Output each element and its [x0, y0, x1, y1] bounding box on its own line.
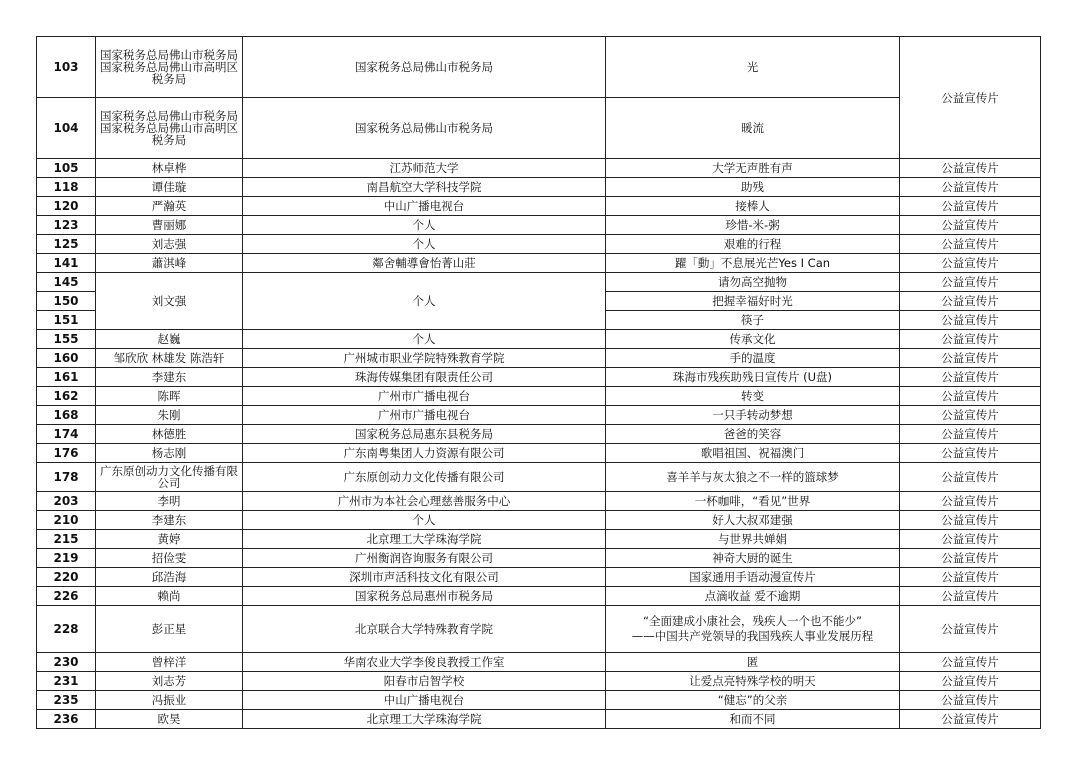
row-number: 161	[37, 368, 96, 387]
title-cell: 转变	[606, 387, 900, 406]
row-number: 236	[37, 710, 96, 729]
category-cell: 公益宣传片	[900, 273, 1041, 292]
table-row	[37, 425, 1041, 444]
title-cell: 躍「動」不息展光芒Yes I Can	[606, 254, 900, 273]
row-number: 105	[37, 159, 96, 178]
category-cell: 公益宣传片	[900, 463, 1041, 492]
row-number: 141	[37, 254, 96, 273]
row-number: 176	[37, 444, 96, 463]
works-table	[36, 36, 1041, 729]
title-cell: 接棒人	[606, 197, 900, 216]
org-cell: 个人	[243, 216, 606, 235]
row-number: 178	[37, 463, 96, 492]
author-cell: 李建东	[96, 368, 243, 387]
category-cell: 公益宣传片	[900, 197, 1041, 216]
org-cell: 鄰舍輔導會怡菁山莊	[243, 254, 606, 273]
category-cell: 公益宣传片	[900, 235, 1041, 254]
category-cell: 公益宣传片	[900, 492, 1041, 511]
org-cell: 江苏师范大学	[243, 159, 606, 178]
category-cell: 公益宣传片	[900, 530, 1041, 549]
row-number: 220	[37, 568, 96, 587]
row-number: 230	[37, 653, 96, 672]
org-cell: 个人	[243, 330, 606, 349]
category-cell: 公益宣传片	[900, 216, 1041, 235]
org-cell: 北京联合大学特殊教育学院	[243, 606, 606, 653]
author-cell: 刘志强	[96, 235, 243, 254]
category-cell: 公益宣传片	[900, 330, 1041, 349]
table-row	[37, 254, 1041, 273]
author-cell: 刘志芳	[96, 672, 243, 691]
table-row	[37, 387, 1041, 406]
title-cell: 歌唱祖国、祝福澳门	[606, 444, 900, 463]
org-cell: 深圳市声活科技文化有限公司	[243, 568, 606, 587]
category-cell: 公益宣传片	[900, 368, 1041, 387]
org-cell: 华南农业大学李俊良教授工作室	[243, 653, 606, 672]
table-row	[37, 216, 1041, 235]
row-number: 125	[37, 235, 96, 254]
table-row	[37, 653, 1041, 672]
title-cell: 爸爸的笑容	[606, 425, 900, 444]
author-cell: 赵巍	[96, 330, 243, 349]
author-cell: 赖尚	[96, 587, 243, 606]
category-cell: 公益宣传片	[900, 37, 1041, 159]
table-row	[37, 710, 1041, 729]
title-cell: 请勿高空抛物	[606, 273, 900, 292]
row-number: 235	[37, 691, 96, 710]
author-cell: 谭佳璇	[96, 178, 243, 197]
table-row	[37, 349, 1041, 368]
org-cell: 个人	[243, 235, 606, 254]
org-cell: 北京理工大学珠海学院	[243, 710, 606, 729]
title-cell: 一杯咖啡，“看见”世界	[606, 492, 900, 511]
table-row	[37, 273, 1041, 292]
title-cell: 国家通用手语动漫宣传片	[606, 568, 900, 587]
row-number: 231	[37, 672, 96, 691]
category-cell: 公益宣传片	[900, 311, 1041, 330]
author-cell: 邱浩海	[96, 568, 243, 587]
author-cell: 严瀚英	[96, 197, 243, 216]
table-row	[37, 511, 1041, 530]
row-number: 151	[37, 311, 96, 330]
table-row	[37, 444, 1041, 463]
category-cell: 公益宣传片	[900, 349, 1041, 368]
org-cell: 国家税务总局惠州市税务局	[243, 587, 606, 606]
org-cell: 国家税务总局佛山市税务局	[243, 98, 606, 159]
row-number: 168	[37, 406, 96, 425]
org-cell: 广州衡润咨询服务有限公司	[243, 549, 606, 568]
table-row	[37, 159, 1041, 178]
title-cell: 筷子	[606, 311, 900, 330]
table-row	[37, 235, 1041, 254]
row-number: 162	[37, 387, 96, 406]
author-cell: 国家税务总局佛山市税务局 国家税务总局佛山市高明区税务局	[96, 98, 243, 159]
category-cell: 公益宣传片	[900, 406, 1041, 425]
title-cell: 匿	[606, 653, 900, 672]
row-number: 203	[37, 492, 96, 511]
org-cell: 个人	[243, 511, 606, 530]
title-cell: “健忘”的父亲	[606, 691, 900, 710]
org-cell: 南昌航空大学科技学院	[243, 178, 606, 197]
author-cell: 李建东	[96, 511, 243, 530]
author-cell: 国家税务总局佛山市税务局 国家税务总局佛山市高明区税务局	[96, 37, 243, 98]
org-cell: 广东原创动力文化传播有限公司	[243, 463, 606, 492]
org-cell: 广东南粤集团人力资源有限公司	[243, 444, 606, 463]
title-cell: 喜羊羊与灰太狼之不一样的篮球梦	[606, 463, 900, 492]
org-cell: 广州城市职业学院特殊教育学院	[243, 349, 606, 368]
org-cell: 广州市为本社会心理慈善服务中心	[243, 492, 606, 511]
org-cell: 个人	[243, 273, 606, 330]
org-cell: 珠海传媒集团有限责任公司	[243, 368, 606, 387]
row-number: 228	[37, 606, 96, 653]
author-cell: 曾梓洋	[96, 653, 243, 672]
title-cell: 传承文化	[606, 330, 900, 349]
table-row	[37, 178, 1041, 197]
title-cell: 让爱点亮特殊学校的明天	[606, 672, 900, 691]
author-cell: 欧昊	[96, 710, 243, 729]
row-number: 226	[37, 587, 96, 606]
author-cell: 杨志刚	[96, 444, 243, 463]
title-cell: 好人大叔邓建强	[606, 511, 900, 530]
author-cell: 曹丽娜	[96, 216, 243, 235]
author-cell: 刘文强	[96, 273, 243, 330]
author-cell: 陈晖	[96, 387, 243, 406]
category-cell: 公益宣传片	[900, 568, 1041, 587]
org-cell: 广州市广播电视台	[243, 406, 606, 425]
category-cell: 公益宣传片	[900, 178, 1041, 197]
category-cell: 公益宣传片	[900, 606, 1041, 653]
title-cell: 与世界共婵娟	[606, 530, 900, 549]
org-cell: 中山广播电视台	[243, 691, 606, 710]
row-number: 219	[37, 549, 96, 568]
row-number: 155	[37, 330, 96, 349]
category-cell: 公益宣传片	[900, 292, 1041, 311]
author-cell: 彭正星	[96, 606, 243, 653]
author-cell: 林德胜	[96, 425, 243, 444]
org-cell: 国家税务总局惠东县税务局	[243, 425, 606, 444]
category-cell: 公益宣传片	[900, 159, 1041, 178]
row-number: 145	[37, 273, 96, 292]
category-cell: 公益宣传片	[900, 587, 1041, 606]
author-cell: 朱刚	[96, 406, 243, 425]
table-row	[37, 492, 1041, 511]
title-cell: 大学无声胜有声	[606, 159, 900, 178]
table-row	[37, 568, 1041, 587]
row-number: 123	[37, 216, 96, 235]
title-cell: 暖流	[606, 98, 900, 159]
table-row	[37, 672, 1041, 691]
title-cell: 和而不同	[606, 710, 900, 729]
title-cell: 手的温度	[606, 349, 900, 368]
row-number: 150	[37, 292, 96, 311]
table-row	[37, 37, 1041, 98]
title-cell: 艰难的行程	[606, 235, 900, 254]
org-cell: 广州市广播电视台	[243, 387, 606, 406]
title-cell: 珠海市残疾助残日宣传片 (U盘)	[606, 368, 900, 387]
table-row	[37, 368, 1041, 387]
title-cell: 把握幸福好时光	[606, 292, 900, 311]
table-row	[37, 587, 1041, 606]
row-number: 118	[37, 178, 96, 197]
category-cell: 公益宣传片	[900, 387, 1041, 406]
table-row	[37, 330, 1041, 349]
row-number: 160	[37, 349, 96, 368]
table-row	[37, 197, 1041, 216]
table-row	[37, 463, 1041, 492]
title-cell: 光	[606, 37, 900, 98]
row-number: 103	[37, 37, 96, 98]
category-cell: 公益宣传片	[900, 653, 1041, 672]
category-cell: 公益宣传片	[900, 691, 1041, 710]
author-cell: 李明	[96, 492, 243, 511]
row-number: 120	[37, 197, 96, 216]
org-cell: 国家税务总局佛山市税务局	[243, 37, 606, 98]
table-row	[37, 691, 1041, 710]
title-cell: 助残	[606, 178, 900, 197]
org-cell: 中山广播电视台	[243, 197, 606, 216]
category-cell: 公益宣传片	[900, 254, 1041, 273]
category-cell: 公益宣传片	[900, 444, 1041, 463]
table-row	[37, 98, 1041, 159]
table-row	[37, 549, 1041, 568]
author-cell: 黄婷	[96, 530, 243, 549]
table-row	[37, 406, 1041, 425]
category-cell: 公益宣传片	[900, 511, 1041, 530]
author-cell: 招俭雯	[96, 549, 243, 568]
title-cell: 神奇大厨的诞生	[606, 549, 900, 568]
row-number: 210	[37, 511, 96, 530]
category-cell: 公益宣传片	[900, 425, 1041, 444]
row-number: 215	[37, 530, 96, 549]
category-cell: 公益宣传片	[900, 710, 1041, 729]
category-cell: 公益宣传片	[900, 672, 1041, 691]
title-cell: 一只手转动梦想	[606, 406, 900, 425]
table-row	[37, 606, 1041, 653]
category-cell: 公益宣传片	[900, 549, 1041, 568]
title-cell: 珍惜-米-粥	[606, 216, 900, 235]
author-cell: 林卓桦	[96, 159, 243, 178]
org-cell: 阳春市启智学校	[243, 672, 606, 691]
title-cell: “全面建成小康社会，残疾人一个也不能少” ——中国共产党领导的我国残疾人事业发展历程	[606, 606, 900, 653]
row-number: 104	[37, 98, 96, 159]
author-cell: 邹欣欣 林雄发 陈浩轩	[96, 349, 243, 368]
author-cell: 冯振业	[96, 691, 243, 710]
row-number: 174	[37, 425, 96, 444]
title-cell: 点滴收益 爱不逾期	[606, 587, 900, 606]
table-row	[37, 530, 1041, 549]
author-cell: 蕭淇峰	[96, 254, 243, 273]
author-cell: 广东原创动力文化传播有限公司	[96, 463, 243, 492]
org-cell: 北京理工大学珠海学院	[243, 530, 606, 549]
